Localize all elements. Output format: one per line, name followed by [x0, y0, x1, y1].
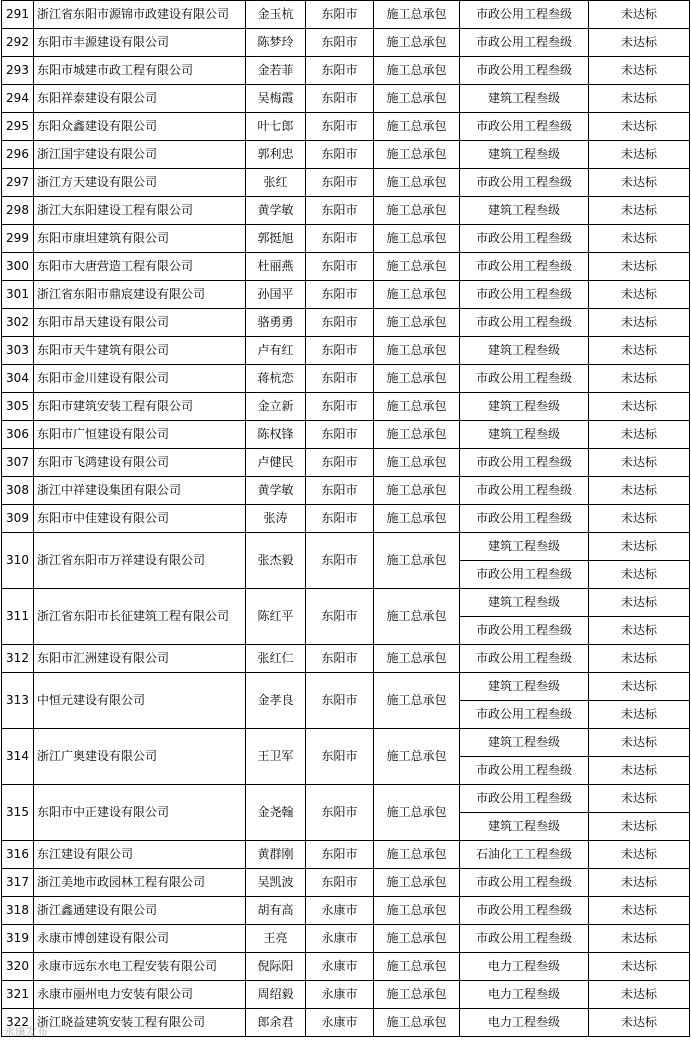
- row-number: 315: [2, 785, 34, 841]
- city: 东阳市: [306, 449, 374, 477]
- city: 东阳市: [306, 29, 374, 57]
- contract-type: 施工总承包: [374, 589, 460, 645]
- responsible-person: 张红仁: [246, 645, 306, 673]
- contract-type: 施工总承包: [374, 365, 460, 393]
- result: 未达标: [589, 1009, 690, 1037]
- row-number: 312: [2, 645, 34, 673]
- responsible-person: 黄学敏: [246, 197, 306, 225]
- row-number: 293: [2, 57, 34, 85]
- result: 未达标: [589, 449, 690, 477]
- result: 未达标: [589, 1, 690, 29]
- table-row: [2, 841, 690, 869]
- result: 未达标: [589, 645, 690, 673]
- responsible-person: 金立新: [246, 393, 306, 421]
- contract-type: 施工总承包: [374, 29, 460, 57]
- table-row: [2, 225, 690, 253]
- city: 东阳市: [306, 477, 374, 505]
- table-row: [2, 897, 690, 925]
- table-row: [2, 337, 690, 365]
- contract-type: 施工总承包: [374, 897, 460, 925]
- responsible-person: 吴梅霞: [246, 85, 306, 113]
- contract-type: 施工总承包: [374, 309, 460, 337]
- result: 未达标: [589, 113, 690, 141]
- table-row: [2, 673, 690, 701]
- table-row: [2, 365, 690, 393]
- table-row: [2, 1, 690, 29]
- city: 东阳市: [306, 841, 374, 869]
- contract-type: 施工总承包: [374, 281, 460, 309]
- qualification: 建筑工程叁级: [460, 337, 589, 365]
- contract-type: 施工总承包: [374, 477, 460, 505]
- qualification: 建筑工程叁级: [460, 85, 589, 113]
- city: 东阳市: [306, 869, 374, 897]
- result: 未达标: [589, 29, 690, 57]
- table-row: [2, 645, 690, 673]
- company-name: 东阳市广恒建设有限公司: [34, 421, 246, 449]
- company-name: 东阳市中佳建设有限公司: [34, 505, 246, 533]
- contract-type: 施工总承包: [374, 1, 460, 29]
- company-name: 浙江方天建设有限公司: [34, 169, 246, 197]
- contract-type: 施工总承包: [374, 505, 460, 533]
- table-row: [2, 421, 690, 449]
- city: 东阳市: [306, 1, 374, 29]
- table-row: [2, 29, 690, 57]
- city: 东阳市: [306, 169, 374, 197]
- city: 东阳市: [306, 365, 374, 393]
- result: 未达标: [589, 953, 690, 981]
- responsible-person: 陈权锋: [246, 421, 306, 449]
- responsible-person: 金若菲: [246, 57, 306, 85]
- table-row: [2, 393, 690, 421]
- table-row: [2, 85, 690, 113]
- row-number: 300: [2, 253, 34, 281]
- table-row: [2, 113, 690, 141]
- company-name: 东阳市金川建设有限公司: [34, 365, 246, 393]
- responsible-person: 孙国平: [246, 281, 306, 309]
- table-row: [2, 925, 690, 953]
- table-row: [2, 505, 690, 533]
- table-row: [2, 449, 690, 477]
- company-name: 东阳市城建市政工程有限公司: [34, 57, 246, 85]
- qualification: 市政公用工程叁级: [460, 785, 589, 813]
- contract-type: 施工总承包: [374, 421, 460, 449]
- responsible-person: 杜丽燕: [246, 253, 306, 281]
- table-row: [2, 981, 690, 1009]
- row-number: 297: [2, 169, 34, 197]
- qualification: 市政公用工程叁级: [460, 561, 589, 589]
- row-number: 291: [2, 1, 34, 29]
- company-name: 东阳市天牛建筑有限公司: [34, 337, 246, 365]
- contract-type: 施工总承包: [374, 337, 460, 365]
- row-number: 313: [2, 673, 34, 729]
- contract-type: 施工总承包: [374, 197, 460, 225]
- qualification: 建筑工程叁级: [460, 141, 589, 169]
- contract-type: 施工总承包: [374, 253, 460, 281]
- responsible-person: 黄学敏: [246, 477, 306, 505]
- table-row: [2, 477, 690, 505]
- contract-type: 施工总承包: [374, 85, 460, 113]
- responsible-person: 吴凯波: [246, 869, 306, 897]
- row-number: 310: [2, 533, 34, 589]
- city: 永康市: [306, 925, 374, 953]
- city: 东阳市: [306, 141, 374, 169]
- qualification: 市政公用工程叁级: [460, 225, 589, 253]
- company-name: 东阳市中正建设有限公司: [34, 785, 246, 841]
- table-row: [2, 785, 690, 813]
- row-number: 320: [2, 953, 34, 981]
- responsible-person: 卢有红: [246, 337, 306, 365]
- responsible-person: 胡有高: [246, 897, 306, 925]
- responsible-person: 周绍毅: [246, 981, 306, 1009]
- responsible-person: 张涛: [246, 505, 306, 533]
- qualification: 市政公用工程叁级: [460, 869, 589, 897]
- company-name: 东阳众鑫建设有限公司: [34, 113, 246, 141]
- qualification: 建筑工程叁级: [460, 393, 589, 421]
- responsible-person: 郭挺旭: [246, 225, 306, 253]
- row-number: 321: [2, 981, 34, 1009]
- table-row: [2, 1009, 690, 1037]
- qualification: 电力工程叁级: [460, 981, 589, 1009]
- result: 未达标: [589, 365, 690, 393]
- city: 东阳市: [306, 197, 374, 225]
- company-name: 浙江广奥建设有限公司: [34, 729, 246, 785]
- row-number: 302: [2, 309, 34, 337]
- qualification: 建筑工程叁级: [460, 197, 589, 225]
- company-name: 东阳祥泰建设有限公司: [34, 85, 246, 113]
- qualification-table: [1, 0, 690, 1037]
- company-name: 东阳市康坦建筑有限公司: [34, 225, 246, 253]
- result: 未达标: [589, 57, 690, 85]
- row-number: 304: [2, 365, 34, 393]
- company-name: 东阳市丰源建设有限公司: [34, 29, 246, 57]
- result: 未达标: [589, 281, 690, 309]
- table-row: [2, 533, 690, 561]
- result: 未达标: [589, 617, 690, 645]
- company-name: 永康市丽州电力安装有限公司: [34, 981, 246, 1009]
- responsible-person: 金尧翰: [246, 785, 306, 841]
- qualification: 建筑工程叁级: [460, 421, 589, 449]
- row-number: 314: [2, 729, 34, 785]
- table-row: [2, 953, 690, 981]
- responsible-person: 郭利忠: [246, 141, 306, 169]
- qualification: 市政公用工程叁级: [460, 505, 589, 533]
- table-row: [2, 729, 690, 757]
- row-number: 306: [2, 421, 34, 449]
- company-name: 东阳市建筑安装工程有限公司: [34, 393, 246, 421]
- contract-type: 施工总承包: [374, 841, 460, 869]
- company-name: 东江建设有限公司: [34, 841, 246, 869]
- responsible-person: 陈梦玲: [246, 29, 306, 57]
- qualification: 市政公用工程叁级: [460, 365, 589, 393]
- company-name: 东阳市飞鸿建设有限公司: [34, 449, 246, 477]
- city: 东阳市: [306, 57, 374, 85]
- company-name: 浙江鑫通建设有限公司: [34, 897, 246, 925]
- city: 东阳市: [306, 533, 374, 589]
- qualification: 建筑工程叁级: [460, 729, 589, 757]
- company-name: 浙江中祥建设集团有限公司: [34, 477, 246, 505]
- result: 未达标: [589, 757, 690, 785]
- result: 未达标: [589, 533, 690, 561]
- qualification: 建筑工程叁级: [460, 813, 589, 841]
- result: 未达标: [589, 897, 690, 925]
- responsible-person: 张红: [246, 169, 306, 197]
- row-number: 319: [2, 925, 34, 953]
- company-name: 东阳市汇洲建设有限公司: [34, 645, 246, 673]
- city: 东阳市: [306, 673, 374, 729]
- row-number: 309: [2, 505, 34, 533]
- company-name: 浙江省东阳市长征建筑工程有限公司: [34, 589, 246, 645]
- result: 未达标: [589, 197, 690, 225]
- city: 东阳市: [306, 589, 374, 645]
- company-name: 东阳市昂天建设有限公司: [34, 309, 246, 337]
- company-name: 浙江大东阳建设工程有限公司: [34, 197, 246, 225]
- company-name: 浙江国宇建设有限公司: [34, 141, 246, 169]
- contract-type: 施工总承包: [374, 981, 460, 1009]
- contract-type: 施工总承包: [374, 169, 460, 197]
- table-row: [2, 589, 690, 617]
- row-number: 292: [2, 29, 34, 57]
- responsible-person: 金玉杭: [246, 1, 306, 29]
- contract-type: 施工总承包: [374, 449, 460, 477]
- city: 东阳市: [306, 113, 374, 141]
- row-number: 317: [2, 869, 34, 897]
- city: 永康市: [306, 897, 374, 925]
- company-name: 浙江省东阳市鼎宸建设有限公司: [34, 281, 246, 309]
- responsible-person: 倪际阳: [246, 953, 306, 981]
- qualification: 市政公用工程叁级: [460, 281, 589, 309]
- result: 未达标: [589, 141, 690, 169]
- responsible-person: 蒋杭恋: [246, 365, 306, 393]
- row-number: 307: [2, 449, 34, 477]
- table-row: [2, 281, 690, 309]
- contract-type: 施工总承包: [374, 533, 460, 589]
- result: 未达标: [589, 505, 690, 533]
- result: 未达标: [589, 561, 690, 589]
- qualification: 市政公用工程叁级: [460, 925, 589, 953]
- company-name: 浙江美地市政园林工程有限公司: [34, 869, 246, 897]
- city: 东阳市: [306, 785, 374, 841]
- row-number: 299: [2, 225, 34, 253]
- result: 未达标: [589, 729, 690, 757]
- qualification: 建筑工程叁级: [460, 589, 589, 617]
- city: 东阳市: [306, 309, 374, 337]
- contract-type: 施工总承包: [374, 785, 460, 841]
- responsible-person: 陈红平: [246, 589, 306, 645]
- qualification: 市政公用工程叁级: [460, 645, 589, 673]
- city: 东阳市: [306, 225, 374, 253]
- contract-type: 施工总承包: [374, 225, 460, 253]
- result: 未达标: [589, 841, 690, 869]
- result: 未达标: [589, 981, 690, 1009]
- table-body: [2, 1, 690, 1037]
- row-number: 296: [2, 141, 34, 169]
- company-name: 浙江省东阳市万祥建设有限公司: [34, 533, 246, 589]
- result: 未达标: [589, 673, 690, 701]
- table-row: [2, 169, 690, 197]
- result: 未达标: [589, 309, 690, 337]
- result: 未达标: [589, 253, 690, 281]
- company-name: 东阳市大唐营造工程有限公司: [34, 253, 246, 281]
- result: 未达标: [589, 393, 690, 421]
- responsible-person: 叶七郎: [246, 113, 306, 141]
- qualification: 市政公用工程叁级: [460, 113, 589, 141]
- contract-type: 施工总承包: [374, 1009, 460, 1037]
- city: 东阳市: [306, 85, 374, 113]
- result: 未达标: [589, 169, 690, 197]
- row-number: 318: [2, 897, 34, 925]
- qualification: 市政公用工程叁级: [460, 57, 589, 85]
- qualification: 市政公用工程叁级: [460, 449, 589, 477]
- row-number: 295: [2, 113, 34, 141]
- result: 未达标: [589, 785, 690, 813]
- contract-type: 施工总承包: [374, 141, 460, 169]
- table-row: [2, 253, 690, 281]
- result: 未达标: [589, 421, 690, 449]
- qualification: 市政公用工程叁级: [460, 169, 589, 197]
- watermark-logo: 永康发布: [4, 1025, 48, 1038]
- row-number: 294: [2, 85, 34, 113]
- company-name: 中恒元建设有限公司: [34, 673, 246, 729]
- contract-type: 施工总承包: [374, 953, 460, 981]
- contract-type: 施工总承包: [374, 113, 460, 141]
- qualification: 建筑工程叁级: [460, 673, 589, 701]
- city: 东阳市: [306, 281, 374, 309]
- result: 未达标: [589, 813, 690, 841]
- company-name: 浙江省东阳市源锦市政建设有限公司: [34, 1, 246, 29]
- contract-type: 施工总承包: [374, 57, 460, 85]
- city: 永康市: [306, 1009, 374, 1037]
- qualification: 市政公用工程叁级: [460, 897, 589, 925]
- qualification: 市政公用工程叁级: [460, 1, 589, 29]
- result: 未达标: [589, 85, 690, 113]
- result: 未达标: [589, 701, 690, 729]
- result: 未达标: [589, 337, 690, 365]
- qualification: 电力工程叁级: [460, 1009, 589, 1037]
- city: 东阳市: [306, 421, 374, 449]
- row-number: 303: [2, 337, 34, 365]
- result: 未达标: [589, 925, 690, 953]
- city: 永康市: [306, 981, 374, 1009]
- contract-type: 施工总承包: [374, 925, 460, 953]
- result: 未达标: [589, 589, 690, 617]
- responsible-person: 金孝良: [246, 673, 306, 729]
- city: 东阳市: [306, 253, 374, 281]
- responsible-person: 郎余君: [246, 1009, 306, 1037]
- qualification: 市政公用工程叁级: [460, 253, 589, 281]
- row-number: 311: [2, 589, 34, 645]
- responsible-person: 王亮: [246, 925, 306, 953]
- contract-type: 施工总承包: [374, 729, 460, 785]
- row-number: 305: [2, 393, 34, 421]
- result: 未达标: [589, 477, 690, 505]
- responsible-person: 卢健民: [246, 449, 306, 477]
- responsible-person: 骆勇勇: [246, 309, 306, 337]
- company-name: 永康市远东水电工程安装有限公司: [34, 953, 246, 981]
- qualification: 市政公用工程叁级: [460, 477, 589, 505]
- qualification: 市政公用工程叁级: [460, 617, 589, 645]
- result: 未达标: [589, 225, 690, 253]
- row-number: 308: [2, 477, 34, 505]
- table-row: [2, 57, 690, 85]
- qualification: 市政公用工程叁级: [460, 701, 589, 729]
- company-name: 永康市博创建设有限公司: [34, 925, 246, 953]
- table-row: [2, 197, 690, 225]
- contract-type: 施工总承包: [374, 869, 460, 897]
- row-number: 322: [2, 1009, 34, 1037]
- qualification: 市政公用工程叁级: [460, 29, 589, 57]
- responsible-person: 张杰毅: [246, 533, 306, 589]
- responsible-person: 王卫军: [246, 729, 306, 785]
- city: 东阳市: [306, 393, 374, 421]
- row-number: 301: [2, 281, 34, 309]
- qualification: 市政公用工程叁级: [460, 309, 589, 337]
- city: 东阳市: [306, 729, 374, 785]
- company-name: 浙江晓益建筑安装工程有限公司: [34, 1009, 246, 1037]
- city: 东阳市: [306, 645, 374, 673]
- qualification: 石油化工工程叁级: [460, 841, 589, 869]
- qualification: 市政公用工程叁级: [460, 757, 589, 785]
- city: 东阳市: [306, 505, 374, 533]
- responsible-person: 黄群刚: [246, 841, 306, 869]
- row-number: 298: [2, 197, 34, 225]
- contract-type: 施工总承包: [374, 673, 460, 729]
- contract-type: 施工总承包: [374, 393, 460, 421]
- contract-type: 施工总承包: [374, 645, 460, 673]
- table-row: [2, 869, 690, 897]
- table-row: [2, 309, 690, 337]
- row-number: 316: [2, 841, 34, 869]
- city: 永康市: [306, 953, 374, 981]
- result: 未达标: [589, 869, 690, 897]
- city: 东阳市: [306, 337, 374, 365]
- qualification: 建筑工程叁级: [460, 533, 589, 561]
- qualification: 电力工程叁级: [460, 953, 589, 981]
- table-row: [2, 141, 690, 169]
